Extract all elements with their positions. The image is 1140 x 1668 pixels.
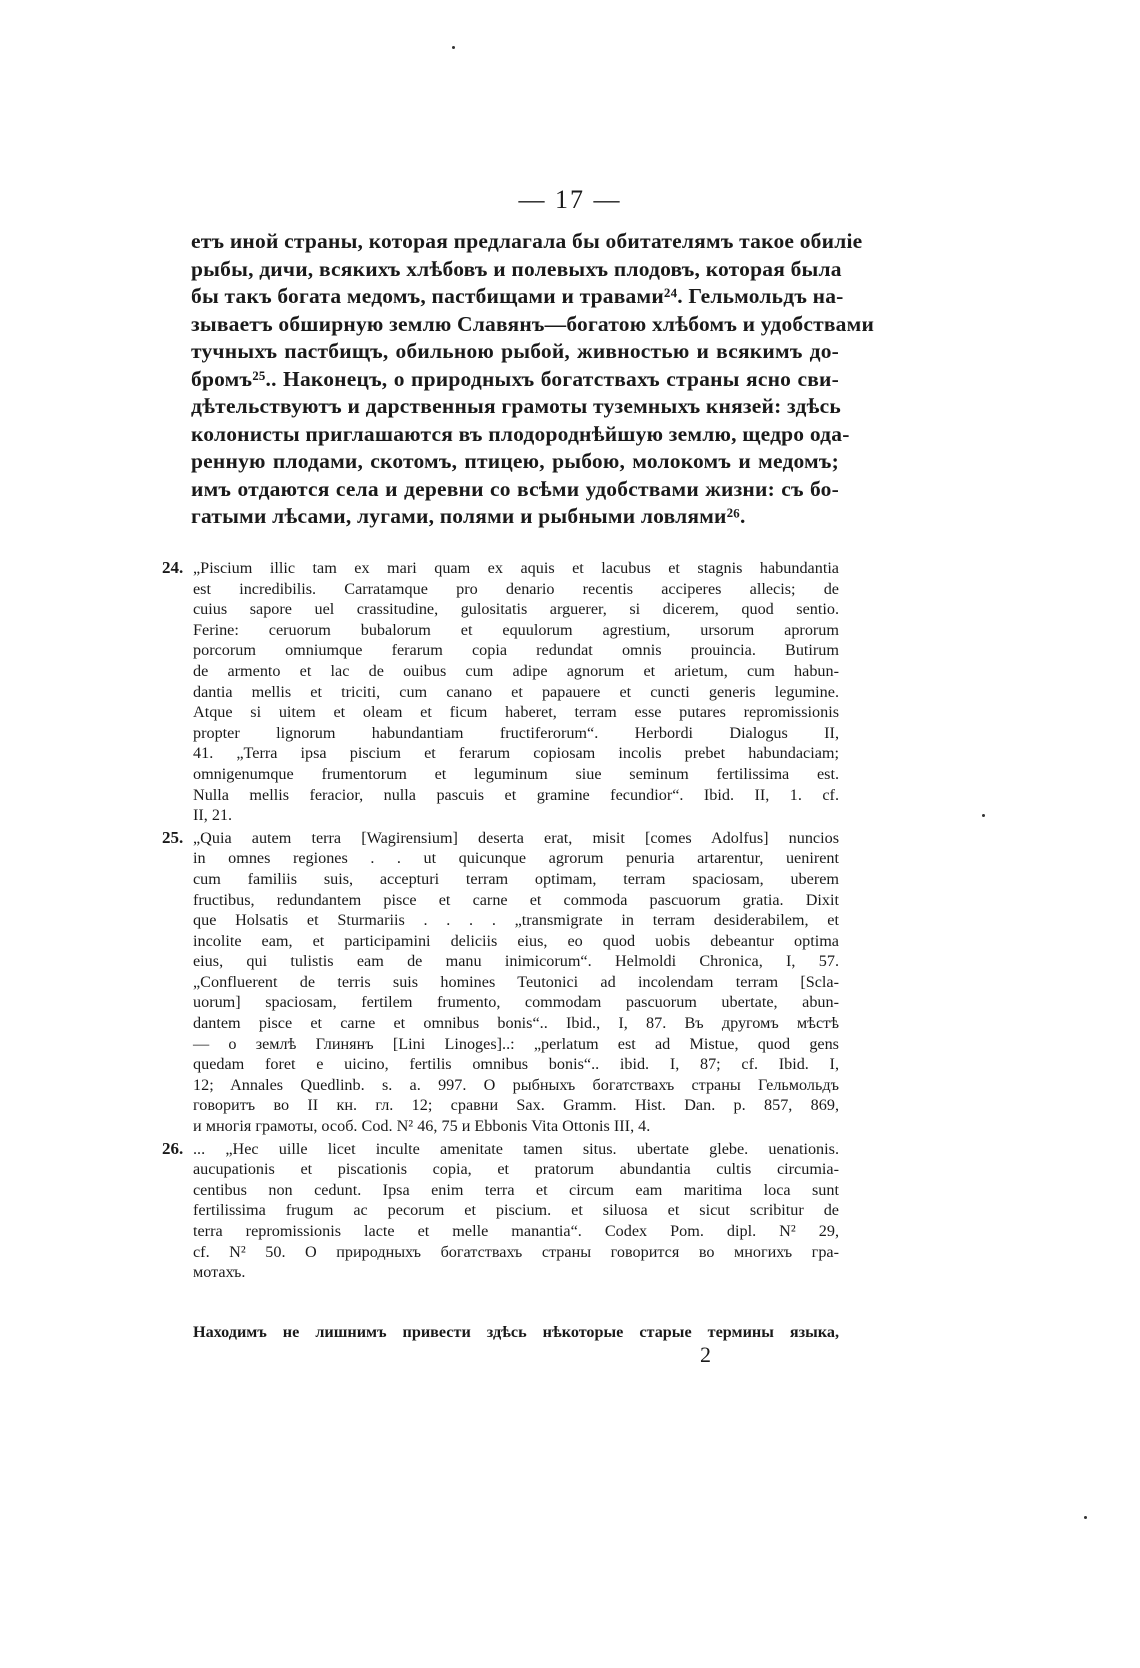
paper-speck — [1084, 1516, 1087, 1519]
footnote-body — [193, 1139, 839, 1283]
footnote-line: terra repromissionis lacte et melle manantia“. Codex Pom. dipl. N² 29, — [193, 1222, 839, 1240]
footnote-line: 41. „Terra ipsa piscium et ferarum copiosam incolis prebet habundaciam; — [193, 744, 839, 763]
main-text-line: етъ иной страны, которая предлагала бы обитателямъ такое обиліе — [191, 229, 863, 253]
footnote-number: 26. — [162, 1138, 184, 1158]
footnote-line: aucupationis et piscationis copia, et pratorum abundantia cultis circumia- — [193, 1160, 839, 1179]
footnote-body — [193, 828, 839, 1137]
paper-speck — [982, 814, 985, 817]
footnote-line: in omnes regiones . . ut quicunque agrorum penuria artarentur, uenirent — [193, 849, 839, 868]
footnote-line: cum familiis suis, accepturi terram optimam, terram spaciosam, uberem — [193, 869, 839, 888]
main-text-line: бромъ²⁵.. Наконецъ, о природныхъ богатствахъ страны ясно сви- — [191, 366, 839, 391]
footnote-number: 24. — [162, 558, 184, 577]
footnote-line: omnigenumque frumentorum et leguminum siue seminum fertilissima est. — [193, 764, 839, 783]
main-paragraph — [191, 228, 875, 531]
footnote-line: porcorum omniumque ferarum copia redundat omnis prouincia. Butirum — [193, 641, 839, 660]
footnote-line: est incredibilis. Carratamque pro denario recentis acciperes allecis; de — [193, 579, 839, 598]
footnote-line: „Quia autem terra [Wagirensium] deserta erat, misit [comes Adolfus] nuncios — [193, 828, 839, 847]
footnotes — [162, 558, 839, 1285]
footnote-line: fertilissima frugum ac pecorum et piscium. et siluosa et sicut scribitur de — [193, 1201, 839, 1220]
footnote-line: „Piscium illic tam ex mari quam ex aquis et lacubus et stagnis habundantia — [193, 559, 839, 577]
footnote-line: ... „Hec uille licet inculte amenitate tamen situs. ubertate glebe. uenationis. — [193, 1139, 839, 1158]
footnote-line: que Holsatis et Sturmariis . . . . „transmigrate in terram desiderabilem, et — [193, 911, 839, 930]
signature-mark: 2 — [700, 1342, 711, 1367]
footnote-line: говоритъ во II кн. гл. 12; сравни Sax. Gramm. Hist. Dan. p. 857, 869, — [193, 1096, 839, 1115]
footnote-25 — [162, 828, 839, 1137]
main-text-line: гатыми лѣсами, лугами, полями и рыбными ловлями²⁶. — [191, 504, 746, 528]
footnote-line: мотахъ. — [193, 1263, 246, 1282]
footnote-line: 12; Annales Quedlinb. s. a. 997. О рыбныхъ богатствахъ страны Гельмольдъ — [193, 1075, 839, 1094]
footnote-line: dantem pisce et carne et omnibus bonis“.. Ibid., I, 87. Въ другомъ мѣстѣ — [193, 1014, 839, 1033]
footnote-line: dantia mellis et triciti, cum canano et papauere et cuncti generis legumine. — [193, 682, 839, 701]
footnote-line: de armento et lac de ouibus cum adipe agnorum et arietum, cum habun- — [193, 661, 839, 680]
footnote-24 — [162, 558, 839, 826]
footnote-line: fructibus, redundantem pisce et carne et commoda pascuorum gratia. Dixit — [193, 890, 839, 909]
footnote-26 — [162, 1139, 839, 1283]
closing-text — [193, 1322, 839, 1343]
main-text-line: рыбы, дичи, всякихъ хлѣбовъ и полевыхъ плодовъ, которая была — [191, 256, 842, 281]
main-text-line: бы такъ богата медомъ, пастбищами и травами²⁴. Гельмольдъ на- — [191, 284, 844, 308]
footnote-line: cuius sapore uel crassitudine, gulositatis arguerer, si dicerem, quod sentio. — [193, 600, 839, 619]
footnote-line: Atque si uitem et oleam et ficum haberet, terram esse putares repromissionis — [193, 703, 839, 722]
footnote-number: 25. — [162, 827, 184, 847]
main-text-line: дѣтельствуютъ и дарственныя грамоты туземныхъ князей: здѣсь — [191, 394, 841, 418]
footnote-line: eius, qui tulistis eam de manu inimicorum“. Helmoldi Chronica, I, 57. — [193, 952, 839, 971]
footnote-line: — о землѣ Глинянъ [Lini Linoges]..: „perlatum est ad Mistue, quod gens — [193, 1034, 839, 1053]
main-text-line: тучныхъ пастбищъ, обильною рыбой, живностью и всякимъ до- — [191, 339, 839, 363]
main-text-line: имъ отдаются села и деревни со всѣми удобствами жизни: съ бо- — [191, 476, 839, 501]
closing-line: Находимъ не лишнимъ привести здѣсь нѣкоторые старые термины языка, — [193, 1323, 839, 1341]
footnote-line: II, 21. — [193, 806, 233, 825]
footnote-line: cf. N² 50. О природныхъ богатствахъ страны говорится во многихъ гра- — [193, 1242, 839, 1261]
footnote-line: Nulla mellis feracior, nulla pascuis et gramine fecundior“. Ibid. II, 1. cf. — [193, 785, 839, 804]
footnote-line: Ferine: ceruorum bubalorum et equulorum agrestium, ursorum aprorum — [193, 620, 839, 639]
main-text-line: зываетъ обширную землю Славянъ—богатою хлѣбомъ и удобствами — [191, 311, 875, 336]
paper-speck — [452, 46, 455, 49]
footnote-line: centibus non cedunt. Ipsa enim terra et circum eam maritima loca sunt — [193, 1180, 839, 1199]
footnote-body — [193, 558, 839, 826]
footnote-line: incolite eam, et participamini deliciis eius, eo quod uobis debeantur optima — [193, 931, 839, 950]
footnote-line: и многія грамоты, особ. Cod. N² 46, 75 и Ebbonis Vita Ottonis III, 4. — [193, 1117, 651, 1136]
page-number: — 17 — — [518, 185, 622, 214]
footnote-line: quedam foret e uicino, fertilis omnibus bonis“.. ibid. I, 87; cf. Ibid. I, — [193, 1055, 839, 1074]
main-text-line: колонисты приглашаются въ плодороднѣйшую землю, щедро ода- — [191, 421, 850, 446]
main-text-line: ренную плодами, скотомъ, птицею, рыбою, молокомъ и медомъ; — [191, 449, 839, 473]
footnote-line: propter lignorum habundantiam fructiferorum“. Herbordi Dialogus II, — [193, 723, 839, 742]
footnote-line: „Confluerent de terris suis homines Teutonici ad incolendam terram [Scla- — [193, 972, 839, 991]
footnote-line: uorum] spaciosam, fertilem frumento, commodam pascuorum ubertate, abun- — [193, 993, 839, 1012]
